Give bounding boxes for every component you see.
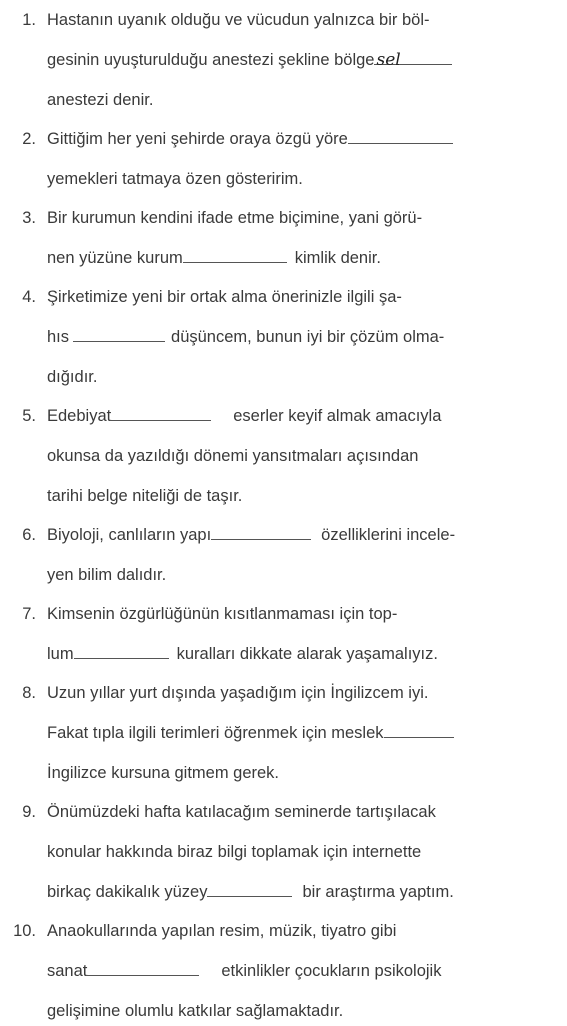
question-text-line: Hastanın uyanık olduğu ve vücudun yalnızca bir böl- [47, 11, 430, 29]
question-text-line: lum kuralları dikkate alarak yaşamalıyız. [47, 639, 438, 669]
question-number: 2. [22, 130, 36, 148]
question-number: 6. [22, 526, 36, 544]
question-text-line: Fakat tıpla ilgili terimleri öğrenmek için meslek [47, 718, 454, 748]
question-text-line: anestezi denir. [47, 91, 154, 109]
answer-blank[interactable] [207, 877, 292, 897]
answer-blank[interactable] [384, 718, 454, 738]
question-text-line: Anaokullarında yapılan resim, müzik, tiyatro gibi [47, 922, 397, 940]
answer-blank[interactable] [87, 956, 199, 976]
question-text-line: tarihi belge niteliği de taşır. [47, 487, 243, 505]
question-text-line: yen bilim dalıdır. [47, 566, 167, 584]
question-text-line: Gittiğim her yeni şehirde oraya özgü yöre [47, 124, 453, 154]
answer-blank[interactable] [348, 124, 453, 144]
handwritten-answer: sel [376, 50, 401, 70]
question-text-line: nen yüzüne kurum kimlik denir. [47, 243, 381, 273]
answer-blank[interactable] [211, 520, 311, 540]
question-text-line: konular hakkında biraz bilgi toplamak için internette [47, 843, 422, 861]
question-text-line: gelişimine olumlu katkılar sağlamaktadır. [47, 1002, 344, 1020]
question-text-line: sanat etkinlikler çocukların psikolojik [47, 956, 441, 986]
question-text-line: Kimsenin özgürlüğünün kısıtlanmaması için top- [47, 605, 398, 623]
question-text-line: hıs düşüncem, bunun iyi bir çözüm olma- [47, 322, 444, 352]
question-text-line: Önümüzdeki hafta katılacağım seminerde tartışılacak [47, 803, 436, 821]
question-text-line: Biyoloji, canlıların yapı özelliklerini incele- [47, 520, 455, 550]
question-number: 5. [22, 407, 36, 425]
question-text-line: İngilizce kursuna gitmem gerek. [47, 764, 280, 782]
answer-blank[interactable] [183, 243, 287, 263]
question-number: 4. [22, 288, 36, 306]
question-text-line: birkaç dakikalık yüzey bir araştırma yaptım. [47, 877, 454, 907]
answer-blank[interactable] [73, 322, 165, 342]
question-text-line: Bir kurumun kendini ifade etme biçimine, yani görü- [47, 209, 423, 227]
question-text-line: Edebiyat eserler keyif almak amacıyla [47, 401, 441, 431]
answer-blank[interactable] [374, 45, 452, 70]
question-text-line: Şirketimize yeni bir ortak alma önerinizle ilgili şa- [47, 288, 402, 306]
question-number: 3. [22, 209, 36, 227]
question-number: 9. [22, 803, 36, 821]
question-text-line: dığıdır. [47, 368, 98, 386]
question-number: 1. [22, 11, 36, 29]
question-text-line: gesinin uyuşturulduğu anestezi şekline bölge sel [47, 45, 452, 75]
question-text-line: okunsa da yazıldığı dönemi yansıtmaları açısından [47, 447, 419, 465]
answer-blank[interactable] [74, 639, 169, 659]
question-text-line: yemekleri tatmaya özen gösteririm. [47, 170, 303, 188]
question-number: 10. [13, 922, 36, 940]
question-text-line: Uzun yıllar yurt dışında yaşadığım için İngilizcem iyi. [47, 684, 429, 702]
answer-blank[interactable] [111, 401, 211, 421]
question-number: 8. [22, 684, 36, 702]
question-number: 7. [22, 605, 36, 623]
